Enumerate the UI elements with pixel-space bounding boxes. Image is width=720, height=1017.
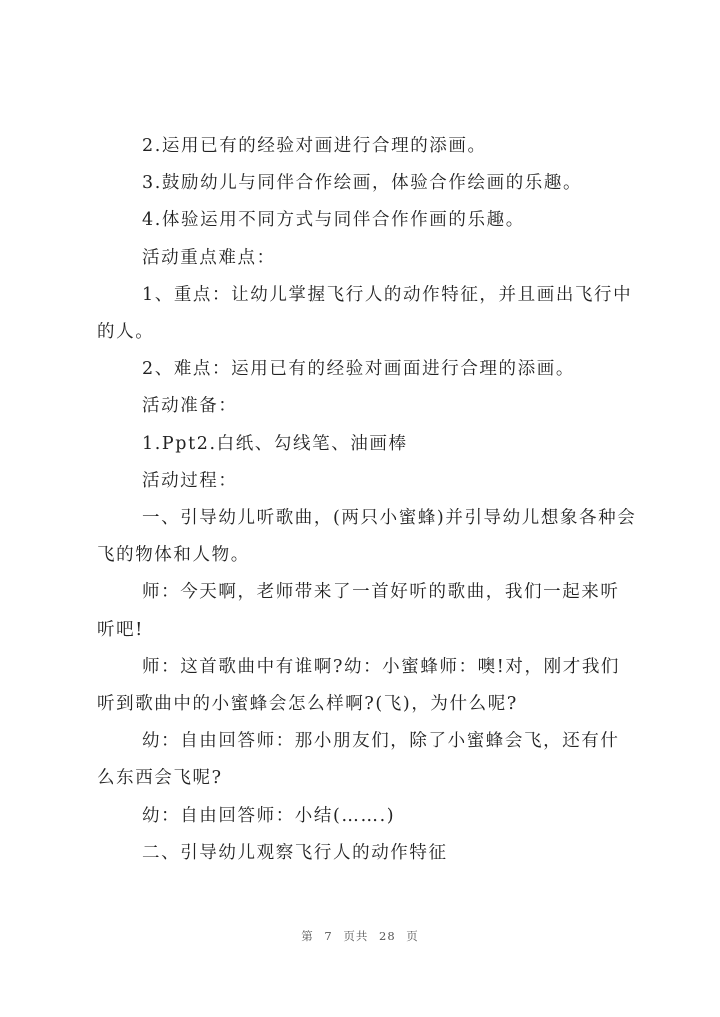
paragraph: 师：这首歌曲中有谁啊?幼：小蜜蜂师：噢!对，刚才我们听到歌曲中的小蜜蜂会怎么样啊?(飞)，为什么呢? [97, 656, 621, 715]
section-heading: 活动重点难点： [142, 247, 276, 268]
paragraph: 幼：自由回答师：小结(…….) [142, 805, 396, 826]
document-body [97, 128, 637, 872]
paragraph: 3.鼓励幼儿与同伴合作绘画，体验合作绘画的乐趣。 [142, 173, 583, 194]
paragraph: 1.Ppt2.白纸、勾线笔、油画棒 [142, 433, 408, 454]
paragraph: 幼：自由回答师：那小朋友们，除了小蜜蜂会飞，还有什么东西会飞呢? [97, 731, 620, 789]
page-footer [0, 928, 720, 944]
section-heading: 活动过程： [142, 470, 238, 491]
paragraph: 一、引导幼儿听歌曲，(两只小蜜蜂)并引导幼儿想象各种会飞的物体和人物。 [97, 508, 637, 566]
footer-middle: 页共 [343, 929, 369, 943]
section-heading: 活动准备： [142, 396, 238, 417]
footer-suffix: 页 [406, 929, 419, 943]
paragraph: 师：今天啊，老师带来了一首好听的歌曲，我们一起来听听吧! [97, 582, 620, 640]
current-page-number: 7 [324, 929, 333, 943]
paragraph: 4.体验运用不同方式与同伴合作作画的乐趣。 [142, 210, 525, 231]
total-page-count: 28 [379, 929, 396, 943]
paragraph: 2.运用已有的经验对画进行合理的添画。 [142, 136, 487, 156]
paragraph: 二、引导幼儿观察飞行人的动作特征 [142, 842, 448, 863]
paragraph: 2、难点：运用已有的经验对画面进行合理的添画。 [142, 359, 575, 380]
footer-prefix: 第 [301, 929, 314, 943]
paragraph: 1、重点：让幼儿掌握飞行人的动作特征，并且画出飞行中的人。 [97, 284, 633, 343]
